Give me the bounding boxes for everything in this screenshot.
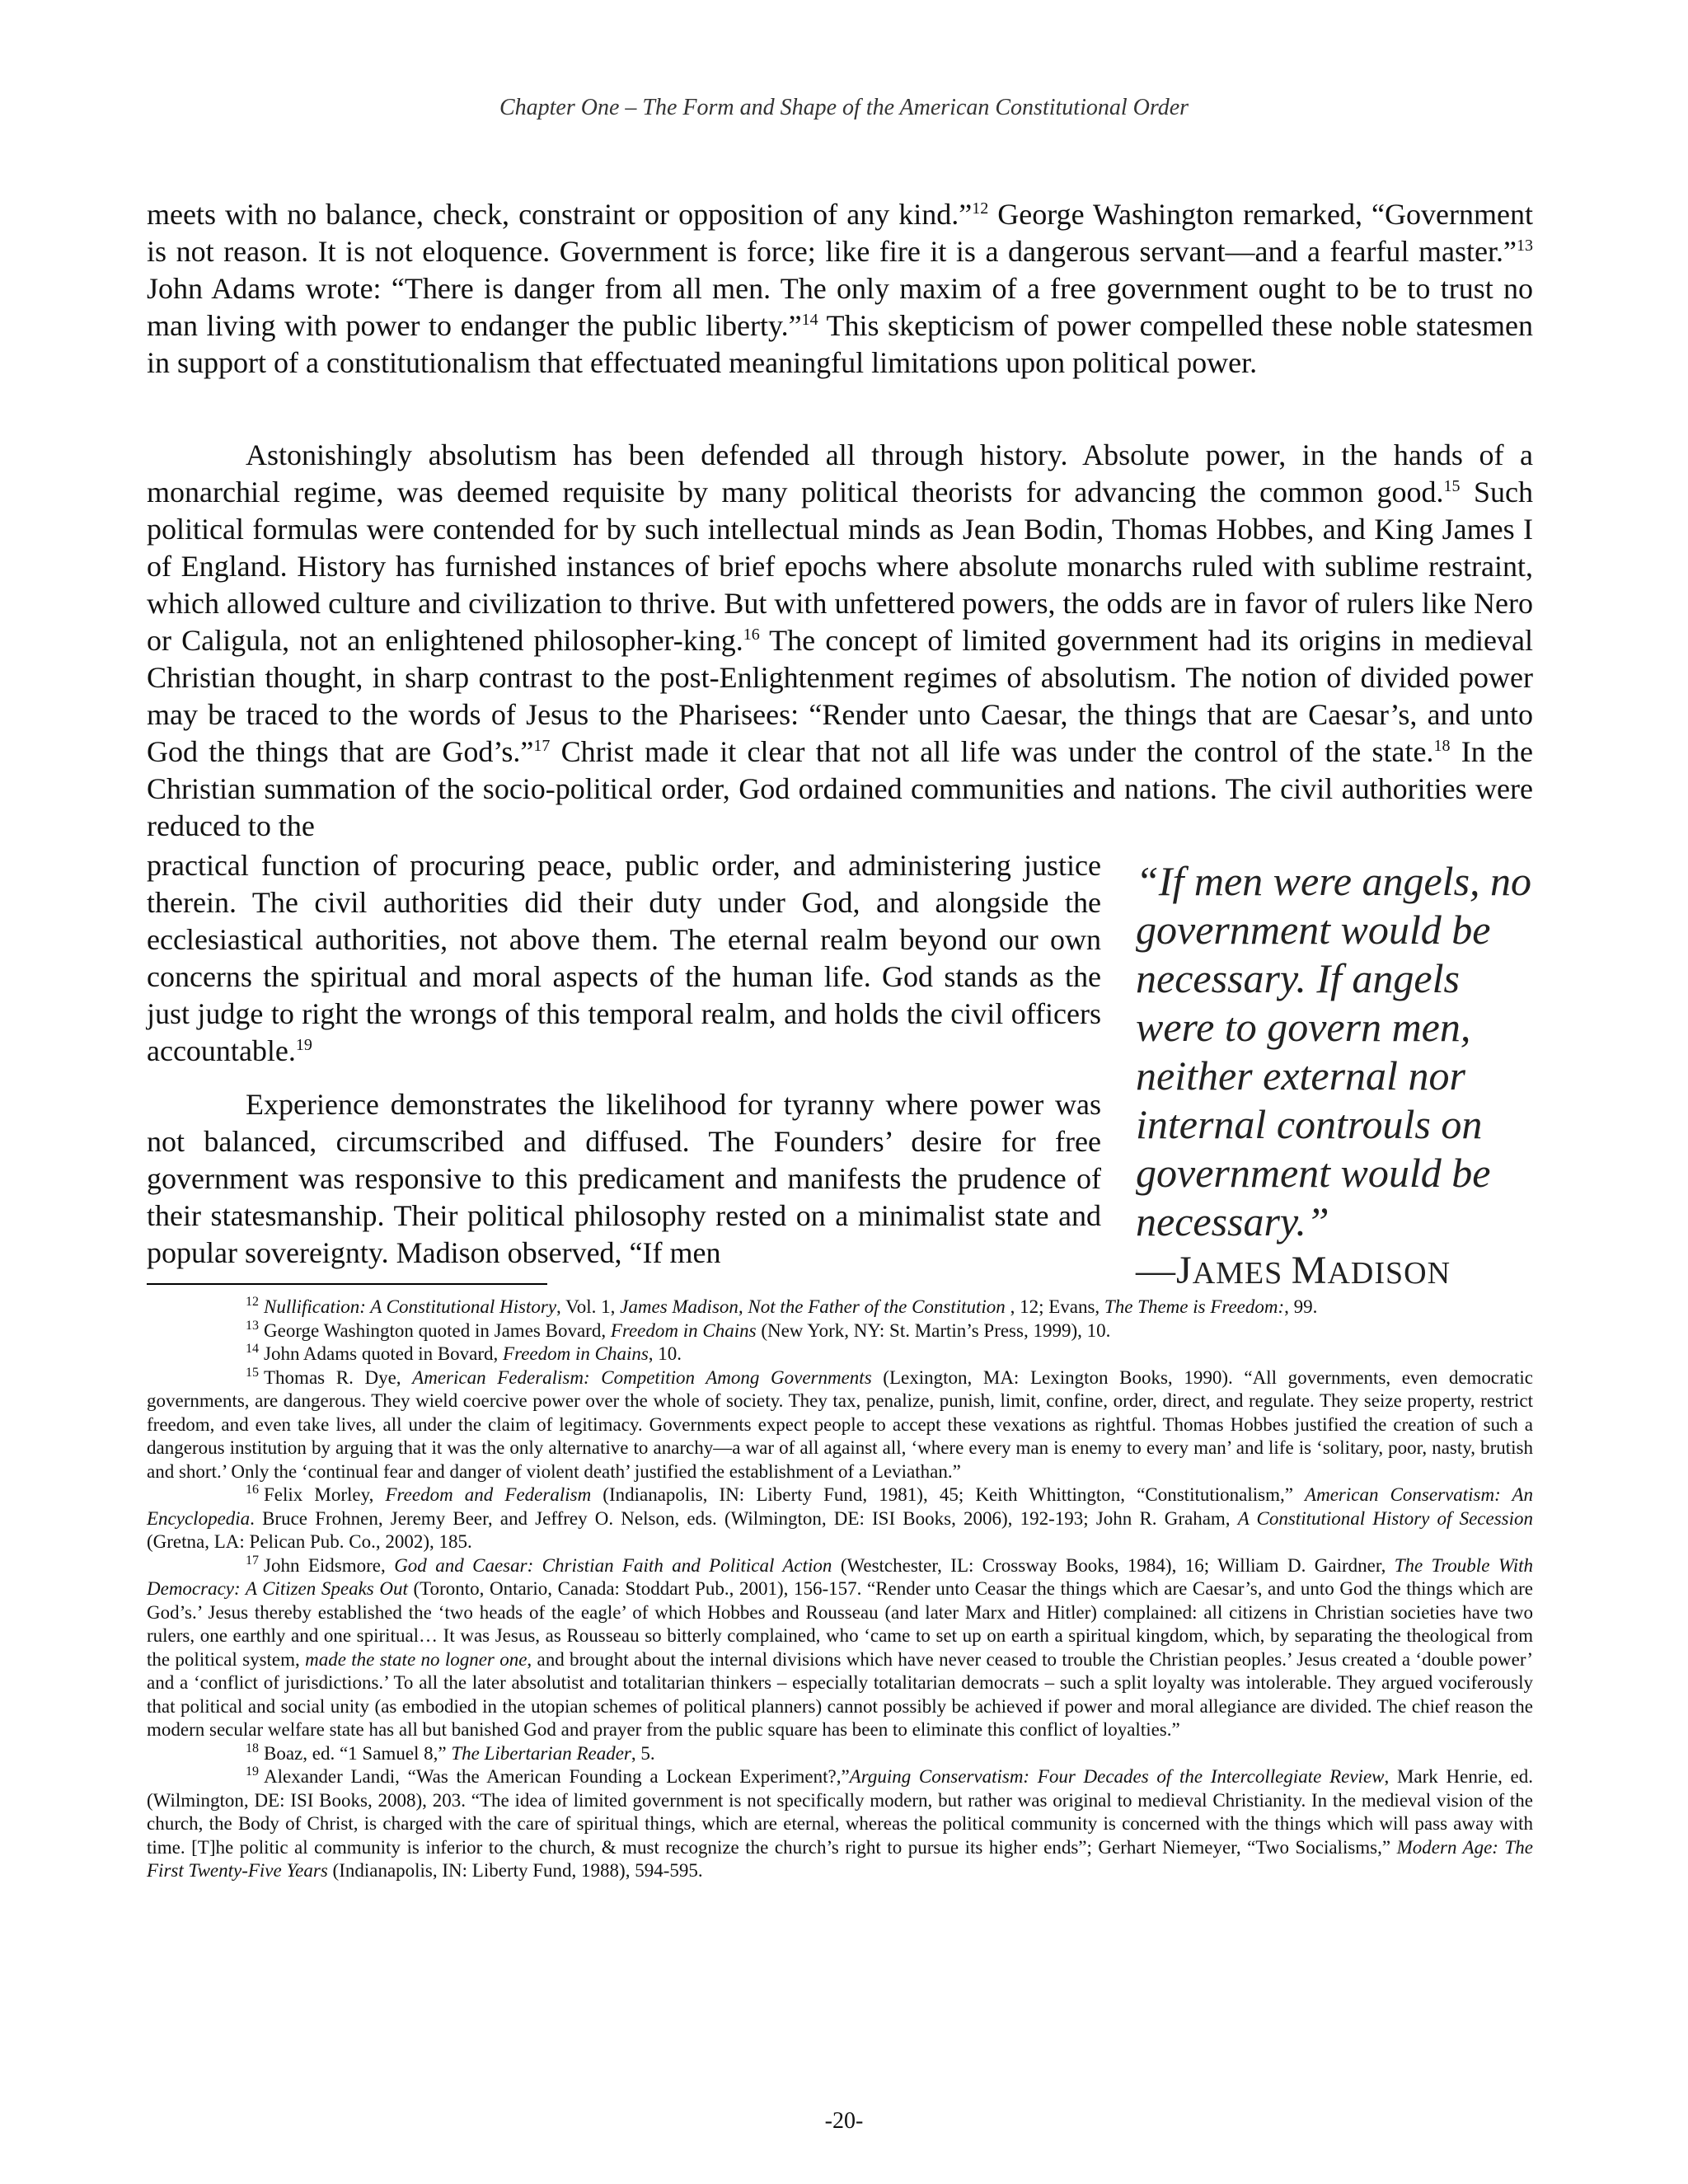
body-paragraph-1 [147, 196, 1533, 382]
footnote-ref[interactable]: 19 [295, 1036, 312, 1054]
footnote-number: 19 [246, 1765, 259, 1779]
footnote-text: (Indianapolis, IN: Liberty Fund, 1988), 594-595. [327, 1860, 703, 1881]
body-paragraph-2-continued [147, 847, 1101, 1070]
footnote-text: Thomas R. Dye, [264, 1366, 413, 1388]
footnote-text: (New York, NY: St. Martin’s Press, 1999), 10. [756, 1319, 1111, 1341]
footnote-text: John Eidsmore, [264, 1554, 395, 1576]
footnote-ref[interactable]: 15 [1443, 477, 1461, 495]
text-run: In the Christian summation of the socio-political order, God ordained communities and nations. The civil authorities were reduced to the [147, 735, 1533, 842]
footnote-title: A Constitutional History of Secession [1237, 1507, 1534, 1529]
footnote-text: . Bruce Frohnen, Jeremy Beer, and Jeffrey O. Nelson, eds. (Wilmington, DE: ISI Books, 2006), 192-193; John R. Graham, [250, 1507, 1238, 1529]
text-run: George Washington remarked, “Government is not reason. It is not eloquence. Government is force; like fire it is a dangerous servant—and a fearful master.” [147, 198, 1533, 268]
footnote-text: George Washington quoted in James Bovard, [264, 1319, 611, 1341]
attribution-smallcaps: ADISON [1327, 1256, 1451, 1291]
footnote-text: , 99. [1284, 1296, 1318, 1317]
paragraph-2 [147, 437, 1533, 845]
pull-quote-attribution [1136, 1246, 1548, 1298]
text-run: practical function of procuring peace, public order, and administering justice therein. The civil authorities did their duty under God, and alongside the ecclesiastical authorities, not above them. The eternal realm beyond our own concerns the spiritual and moral aspects of the human life. God stands as the just judge to right the wrongs of this temporal realm, and holds the civil officers accountable. [147, 849, 1101, 1067]
running-header: Chapter One – The Form and Shape of the American Constitutional Order [499, 95, 1189, 120]
footnote-text: (Lexington, MA: Lexington Books, 1990). “All governments, even democratic governments, are dangerous. They wield coercive power over the whole of society. They tax, penalize, punish, limit, confine, order, direct, and regulate. They seize property, restrict freedom, and even take lives, all under the claim of legitimacy. Governments expect people to accept these vexations as rightful. Thomas Hobbes justified the creation of such a dangerous institution by arguing that it was the only alternative to anarchy—a war of all against all, ‘where every man is enemy to every man’ and life is ‘solitary, poor, nasty, brutish and short.’ Only the ‘continual fear and danger of violent death’ justified the establishment of a Leviathan.” [147, 1366, 1534, 1482]
footnote-ref[interactable]: 13 [1517, 237, 1533, 255]
footnote-separator [147, 1283, 547, 1285]
body-paragraph-2 [147, 437, 1533, 845]
footnote-ref[interactable]: 16 [743, 626, 760, 644]
page-number: -20- [824, 2108, 864, 2134]
footnote-text: (Toronto, Ontario, Canada: Stoddart Pub., 2001), 156-157. “Render unto Ceasar the things which are Caesar’s, and unto God the things which are God’s.’ Jesus thereby established the ‘two heads of the eagle’ of which Hobbes and Rousseau (and later Marx and Hitler) complained: all citizens in Christian societies have two rulers, one earthly and one spiritual… It was Jesus, as Rousseau so bitterly complained, who ‘came to set up on earth a spiritual kingdom, which, by separating the theological from the political system, [147, 1578, 1533, 1670]
footnote [147, 1296, 1533, 1319]
footnote-number: 12 [246, 1295, 259, 1310]
footnote-text: Alexander Landi, “Was the American Founding a Lockean Experiment?,” [264, 1766, 850, 1787]
pull-quote [1136, 857, 1548, 1298]
footnote [147, 1483, 1533, 1554]
footnote [147, 1742, 1533, 1766]
footnote-number: 13 [246, 1318, 259, 1333]
footnote-ref[interactable]: 17 [533, 737, 551, 755]
paragraph-2-cont [147, 847, 1101, 1070]
footnote-title: Freedom in Chains [503, 1343, 649, 1364]
footnote-title: Modern Age: The First Twenty-Five Years [147, 1836, 1533, 1881]
footnote-title: Freedom in Chains [610, 1319, 757, 1341]
footnote-title: made the state no logner one [305, 1648, 528, 1670]
footnote-text: , Vol. 1, [556, 1296, 621, 1317]
footnote-title: The Libertarian Reader [451, 1742, 631, 1764]
text-run: Such political formulas were contended for by such intellectual minds as Jean Bodin, Thomas Hobbes, and King James I of England. History has furnished instances of brief epochs where absolute monarchs ruled with sublime restraint, which allowed culture and civilization to thrive. But with unfettered powers, the odds are in favor of rulers like Nero or Caligula, not an enlightened philosopher-king. [147, 476, 1533, 657]
footnote-text: , Mark Henrie, ed. (Wilmington, DE: ISI Books, 2008), 203. “The idea of limited government is not specifically modern, but rather was original to medieval Christianity. In the medieval vision of the church, the Body of Christ, is charged with the care of spiritual things, which are eternal, whereas the political community is concerned with the things which will pass away with time. [T]he politic al community is inferior to the church, & must recognize the church’s right to pursue its higher ends”; Gerhart Niemeyer, “Two Socialisms,” [147, 1766, 1533, 1858]
footnote-ref[interactable]: 12 [972, 199, 989, 218]
text-run: John Adams wrote: “There is danger from all men. The only maxim of a free government ought to be to trust no man living with power to endanger the public liberty.” [147, 272, 1533, 342]
text-run: Astonishingly absolutism has been defended all through history. Absolute power, in the hands of a monarchial regime, was deemed requisite by many political theorists for advancing the common good. [147, 438, 1533, 509]
footnote-title: Nullification: A Constitutional History [264, 1296, 557, 1317]
footnote-text: , 5. [631, 1742, 655, 1764]
footnote-text: Boaz, ed. “1 Samuel 8,” [264, 1742, 452, 1764]
paragraph-3: Experience demonstrates the likelihood for tyranny where power was not balanced, circumscribed and diffused. The Founders’ desire for free government was responsive to this predicament and manifests the prudence of their statesmanship. Their political philosophy rested on a minimalist state and popular sovereignty. Madison observed, “If men [147, 1088, 1101, 1269]
footnote [147, 1765, 1533, 1883]
footnote-text: (Westchester, IL: Crossway Books, 1984), 16; William D. Gairdner, [832, 1554, 1395, 1576]
footnote-title: American Conservatism: An Encyclopedia [147, 1484, 1534, 1529]
pull-quote-text: “If men were angels, no government would be necessary. If angels were to govern men, neither external nor internal controuls on government would be necessary.” [1136, 858, 1532, 1244]
attribution-letter: J [1176, 1249, 1193, 1292]
footnote-title: The Theme is Freedom: [1104, 1296, 1285, 1317]
attribution-smallcaps: AMES [1192, 1256, 1292, 1291]
text-run: This skepticism of power compelled these noble statesmen in support of a constitutionalism that effectuated meaningful limitations upon political power. [147, 309, 1533, 379]
footnote [147, 1319, 1533, 1343]
paragraph-1 [147, 196, 1533, 382]
footnotes [147, 1296, 1533, 1883]
footnote-text: , and brought about the internal divisions which have never ceased to trouble the Christian peoples.’ Jesus created a ‘double power’ and a ‘conflict of jurisdictions.’ To all the later absolutist and totalitarian thinkers – especially totalitarian democrats – such a split loyalty was intolerable. They argued vociferously that political and social unity (as embodied in the utopian schemes of political planners) cannot possibly be achieved if power and moral allegiance are divided. The chief reason the modern secular welfare state has all but banished God and prayer from the public square has been to eliminate this conflict of loyalties.” [147, 1648, 1533, 1740]
footnote-text: (Indianapolis, IN: Liberty Fund, 1981), 45; Keith Whittington, “Constitutionalism,” [591, 1484, 1306, 1505]
attribution-letter: M [1291, 1249, 1328, 1292]
body-paragraph-3 [147, 1086, 1101, 1272]
footnote-number: 14 [246, 1342, 259, 1357]
footnote-title: James Madison, Not the Father of the Constitution [620, 1296, 1006, 1317]
footnote-number: 16 [246, 1483, 259, 1497]
footnote-text: (Gretna, LA: Pelican Pub. Co., 2002), 185. [147, 1531, 472, 1552]
footnote-text: , 12; Evans, [1005, 1296, 1104, 1317]
footnote [147, 1554, 1533, 1742]
footnote-ref[interactable]: 18 [1433, 737, 1451, 755]
footnote-text: , 10. [648, 1343, 682, 1364]
footnote-number: 15 [246, 1365, 259, 1380]
footnote-text: John Adams quoted in Bovard, [264, 1343, 504, 1364]
footnote-title: Freedom and Federalism [385, 1484, 592, 1505]
text-run: The concept of limited government had its origins in medieval Christian thought, in sharp contrast to the post-Enlightenment regimes of absolutism. The notion of divided power may be traced to the words of Jesus to the Pharisees: “Render unto Caesar, the things that are Caesar’s, and unto God the things that are God’s.” [147, 624, 1533, 768]
text-run: meets with no balance, check, constraint or opposition of any kind.” [147, 198, 973, 231]
footnote [147, 1366, 1533, 1484]
footnote-title: American Federalism: Competition Among Governments [412, 1366, 872, 1388]
footnote-number: 17 [246, 1553, 259, 1568]
footnote-title: The Trouble With Democracy: A Citizen Speaks Out [147, 1554, 1533, 1599]
footnote-title: God and Caesar: Christian Faith and Political Action [394, 1554, 832, 1576]
footnote-ref[interactable]: 14 [801, 311, 818, 329]
attribution-dash: — [1136, 1249, 1176, 1292]
footnote-number: 18 [246, 1741, 259, 1755]
footnote-text: Felix Morley, [264, 1484, 386, 1505]
text-run: Christ made it clear that not all life was under the control of the state. [550, 735, 1434, 768]
footnote [147, 1343, 1533, 1366]
footnote-title: Arguing Conservatism: Four Decades of the Intercollegiate Review [849, 1766, 1385, 1787]
